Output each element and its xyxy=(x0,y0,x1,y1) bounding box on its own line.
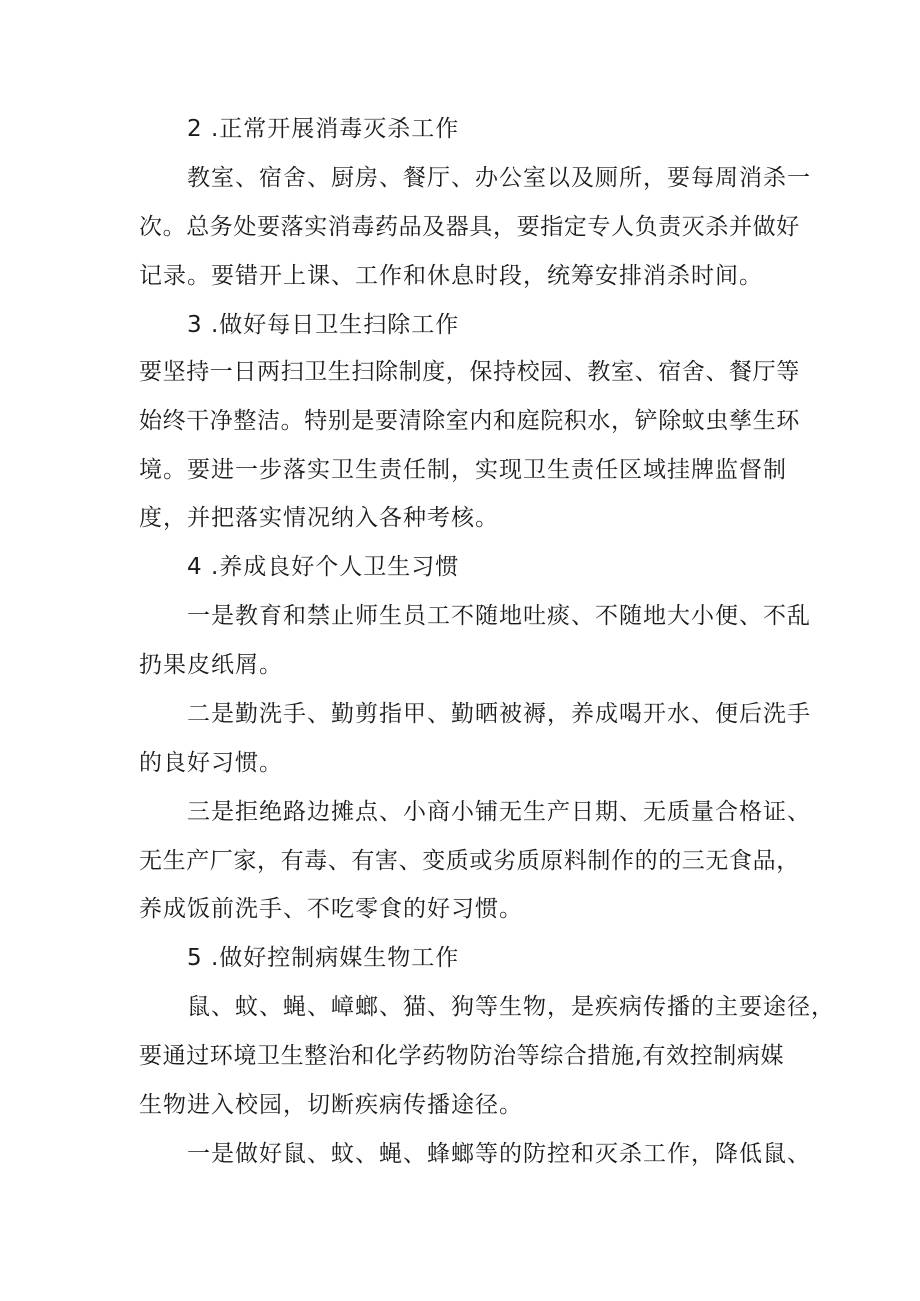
section-5-paragraph-2-line: 一是做好鼠、蚊、蝇、蜂螂等的防控和灭杀工作，降低鼠、 xyxy=(187,1141,811,1167)
section-5-paragraph-1-line: 生物进入校园，切断疾病传播途径。 xyxy=(139,1092,523,1118)
section-4-heading: 4 .养成良好个人卫生习惯 xyxy=(187,554,460,580)
section-4-paragraph-3-line: 无生产厂家，有毒、有害、变质或劣质原料制作的的三无食品， xyxy=(139,848,800,874)
section-5-heading: 5 .做好控制病媒生物工作 xyxy=(187,945,460,971)
section-4-paragraph-3-line: 养成饭前洗手、不吃零食的好习惯。 xyxy=(139,896,523,922)
section-3-paragraph-line: 始终干净整洁。特别是要清除室内和庭院积水，铲除蚊虫孳生环 xyxy=(139,408,800,434)
section-3-paragraph-line: 度，并把落实情况纳入各种考核。 xyxy=(139,505,499,531)
section-2-paragraph-line: 次。总务处要落实消毒药品及器具，要指定专人负责灭杀并做好 xyxy=(139,214,800,240)
section-4-paragraph-1-line: 一是教育和禁止师生员工不随地吐痰、不随地大小便、不乱 xyxy=(187,603,811,629)
section-3-paragraph-line: 要坚持一日两扫卫生扫除制度，保持校园、教室、宿舍、餐厅等 xyxy=(139,359,800,385)
section-5-paragraph-1-line: 要通过环境卫生整治和化学药物防治等综合措施,有效控制病媒 xyxy=(139,1043,785,1069)
section-3-paragraph-line: 境。要进一步落实卫生责任制，实现卫生责任区域挂牌监督制 xyxy=(139,457,787,483)
section-5-paragraph-1-line: 鼠、蚊、蝇、嶂螂、猫、狗等生物，是疾病传播的主要途径， xyxy=(187,994,835,1020)
section-3-heading: 3 .做好每日卫生扫除工作 xyxy=(187,312,460,338)
section-2-paragraph-line: 教室、宿舍、厨房、餐厅、办公室以及厕所，要每周消杀一 xyxy=(187,165,811,191)
section-4-paragraph-1-line: 扔果皮纸屑。 xyxy=(139,652,283,678)
section-4-paragraph-3-line: 三是拒绝路边摊点、小商小铺无生产日期、无质量合格证、 xyxy=(187,799,811,825)
section-2-paragraph-line: 记录。要错开上课、工作和休息时段，统筹安排消杀时间。 xyxy=(139,263,763,289)
section-4-paragraph-2-line: 二是勤洗手、勤剪指甲、勤晒被褥，养成喝开水、便后洗手 xyxy=(187,701,811,727)
section-2-heading: 2 .正常开展消毒灭杀工作 xyxy=(187,116,460,142)
section-4-paragraph-2-line: 的良好习惯。 xyxy=(139,750,283,776)
